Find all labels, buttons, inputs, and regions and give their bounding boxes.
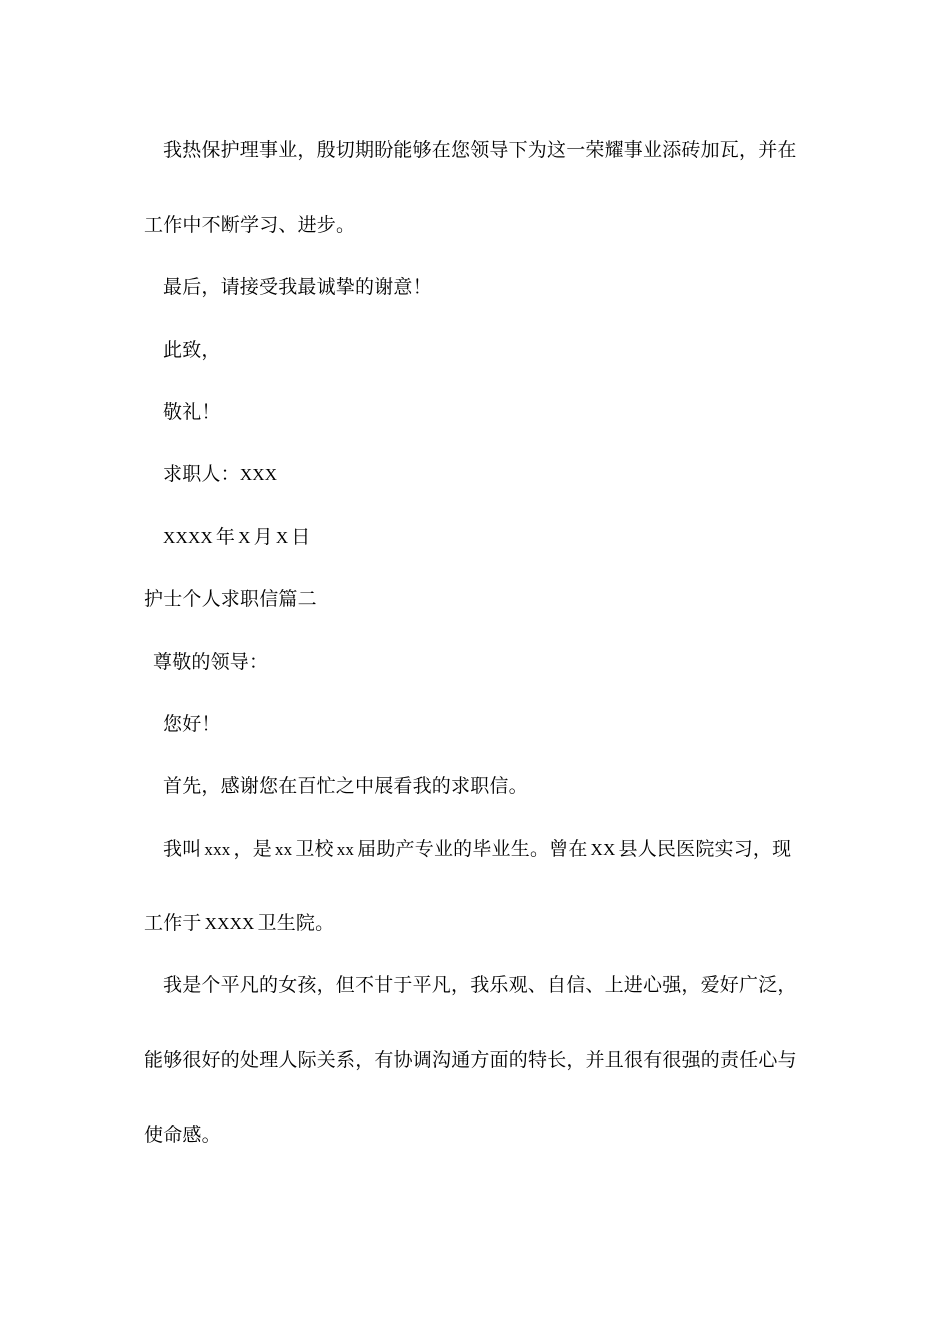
applicant-name-inline: xxx	[204, 840, 231, 859]
greeting: 您好！	[163, 713, 221, 735]
paragraph-line	[144, 911, 334, 936]
paragraph-line: 能够很好的处理人际关系，有协调沟通方面的特长，并且很有很强的责任心与	[144, 1049, 797, 1071]
applicant-name: XXX	[239, 465, 278, 484]
applicant-label: 求职人：	[163, 463, 240, 485]
date-year-unit: 年	[215, 526, 236, 548]
date-month-value: X	[238, 528, 251, 547]
paragraph-line: 我是个平凡的女孩，但不甘于平凡，我乐观、自信、上进心强，爱好广泛，	[163, 974, 797, 996]
workplace-inline: XXXX	[204, 914, 255, 933]
school-inline: xx	[274, 840, 293, 859]
date-month-unit: 月	[253, 526, 273, 548]
regards: 敬礼！	[163, 401, 221, 423]
section-title: 护士个人求职信篇二	[144, 588, 317, 610]
date-day-unit: 日	[291, 526, 311, 548]
text-run: ，是	[233, 838, 272, 860]
text-run: 县人民医院实习，现	[618, 838, 792, 860]
applicant-signature	[163, 462, 280, 487]
text-run: 工作于	[144, 912, 202, 934]
year-inline: xx	[336, 840, 355, 859]
paragraph-line: 使命感。	[144, 1124, 221, 1146]
salutation-close: 此致，	[163, 339, 221, 361]
paragraph-line: 我热保护理事业，殷切期盼能够在您领导下为这一荣耀事业添砖加瓦，并在	[163, 139, 797, 161]
paragraph-line	[163, 837, 791, 862]
intro-line: 首先，感谢您在百忙之中展看我的求职信。	[163, 775, 528, 797]
county-inline: XX	[590, 840, 616, 859]
date-year-value: XXXX	[163, 528, 213, 547]
paragraph-line: 工作中不断学习、进步。	[144, 214, 356, 236]
text-run: 卫校	[295, 838, 334, 860]
closing-thanks: 最后，请接受我最诚挚的谢意！	[163, 276, 432, 298]
date-line	[163, 525, 311, 550]
text-run: 届助产专业的毕业生。曾在	[357, 838, 588, 860]
text-run: 我叫	[163, 838, 202, 860]
text-run: 卫生院。	[257, 912, 335, 934]
date-day-value: X	[275, 528, 289, 547]
greeting-to: 尊敬的领导：	[153, 651, 269, 673]
